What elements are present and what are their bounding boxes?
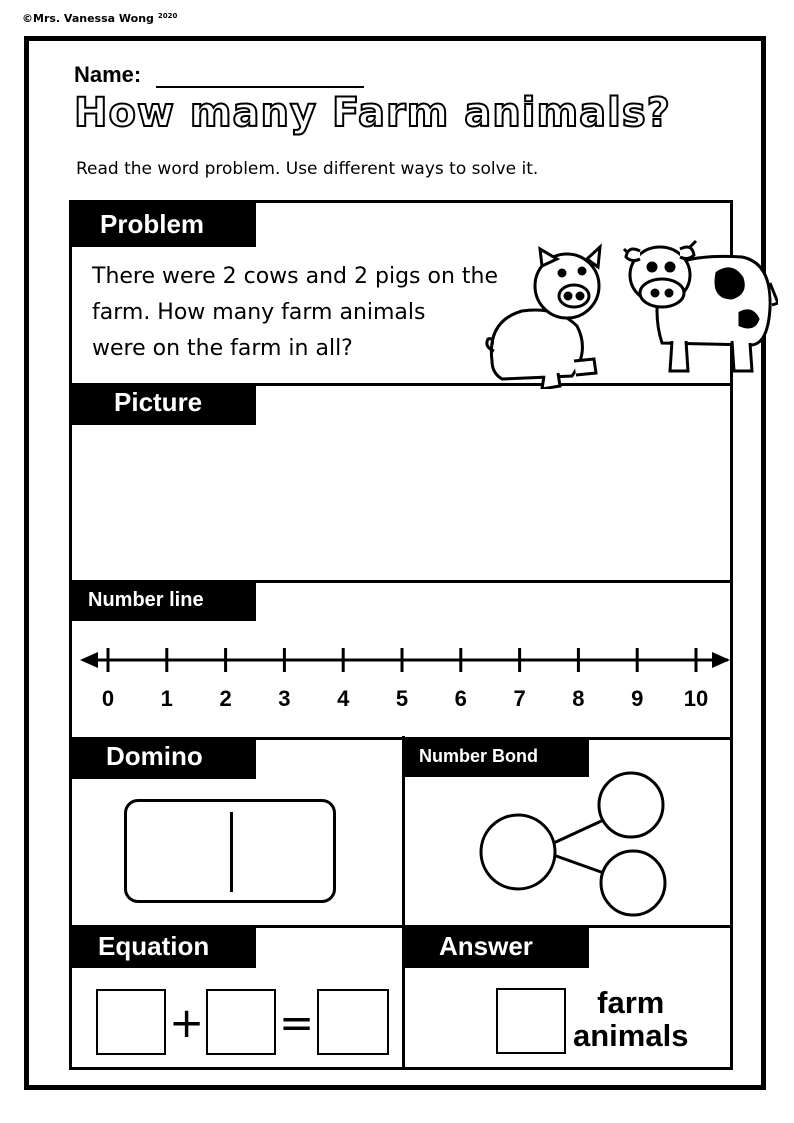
copyright [22, 12, 177, 25]
number-line-label: Number line [72, 583, 256, 621]
tick-label: 9 [631, 686, 644, 711]
number-bond-section [405, 737, 730, 928]
answer-unit [573, 986, 688, 1052]
worksheet-grid [69, 200, 733, 1070]
tick-label: 3 [278, 686, 291, 711]
picture-label: Picture [72, 383, 256, 425]
right-arrow-icon [712, 652, 730, 668]
domino-section [72, 737, 403, 928]
tick-label: 4 [337, 686, 350, 711]
picture-section [72, 383, 730, 583]
copyright-year: 2020 [157, 12, 178, 20]
answer-label: Answer [405, 928, 589, 968]
copyright-text: ©Mrs. Vanessa Wong [22, 12, 154, 25]
tick-label: 2 [219, 686, 232, 711]
tick-label: 7 [513, 686, 526, 711]
equation-label: Equation [72, 928, 256, 968]
problem-label: Problem [72, 203, 256, 247]
number-bond-label: Number Bond [405, 737, 589, 777]
number-bond-diagram[interactable] [475, 767, 675, 917]
tick-label: 0 [101, 686, 115, 711]
tick-label: 5 [395, 686, 409, 711]
part-circle [599, 773, 663, 837]
number-line[interactable] [72, 643, 730, 733]
problem-line: There were 2 cows and 2 pigs on the [92, 264, 498, 289]
page-title: How many Farm animals? [74, 90, 671, 136]
number-line-section [72, 583, 730, 740]
plus-sign: + [169, 998, 205, 1047]
instructions: Read the word problem. Use different ways to solve it. [76, 159, 539, 179]
sum-box[interactable] [317, 989, 389, 1055]
tick-label: 10 [683, 686, 709, 711]
equals-sign: = [279, 998, 315, 1047]
answer-box[interactable] [496, 988, 566, 1054]
problem-text [92, 259, 522, 367]
tick-label: 8 [572, 686, 585, 711]
answer-unit-line: farm [597, 985, 665, 1020]
domino-label: Domino [72, 737, 256, 779]
problem-section [72, 203, 730, 386]
tick-label: 6 [454, 686, 467, 711]
problem-line: were on the farm in all? [92, 336, 353, 361]
pig-icon [482, 241, 602, 389]
domino-divider [230, 812, 233, 892]
tick-label: 1 [160, 686, 173, 711]
addend-box[interactable] [96, 989, 166, 1055]
problem-line: farm. How many farm animals [92, 300, 426, 325]
addend-box[interactable] [206, 989, 276, 1055]
left-arrow-icon [80, 652, 98, 668]
answer-section [405, 928, 730, 1070]
name-write-line[interactable] [156, 86, 364, 88]
whole-circle [481, 815, 555, 889]
part-circle [601, 851, 665, 915]
equation-section [72, 928, 403, 1070]
name-label: Name: [74, 62, 142, 87]
answer-unit-line: animals [573, 1018, 689, 1053]
cow-icon [622, 233, 778, 373]
picture-drawing-area[interactable] [72, 427, 730, 577]
domino-shape[interactable] [124, 799, 336, 903]
